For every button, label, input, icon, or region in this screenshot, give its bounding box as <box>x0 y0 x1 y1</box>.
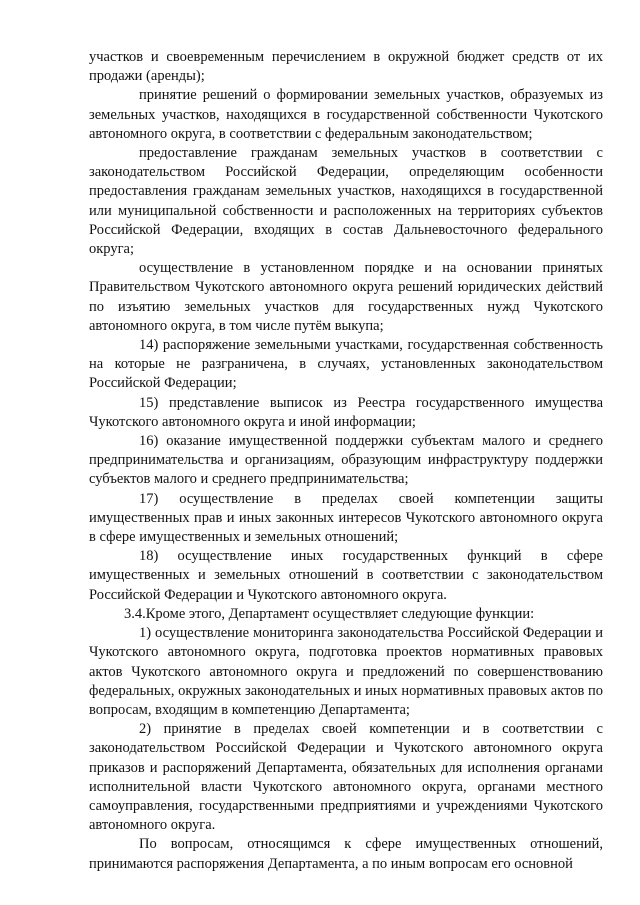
paragraph-item-16: 16) оказание имущественной поддержки субъектам малого и среднего предпринимательства и организациям, образующим инфраструктуру поддержки субъектов малого и среднего предпринимательства; <box>89 433 603 488</box>
paragraph-function-2: 2) принятие в пределах своей компетенции и в соответствии с законодательством Российской Федерации и Чукотского автономного округа приказов и распоряжений Департамента, обязательных для исполнения органами исполнительной власти Чукотского автономного округа, органами местного самоуправления, государственными предприятиями и учреждениями Чукотского автономного округа. <box>89 721 603 834</box>
paragraph-land-seizure: осуществление в установленном порядке и на основании принятых Правительством Чукотского автономного округа решений юридических действий по изъятию земельных участков для государственных нужд Чукотского автономного округа, в том числе путём выкупа; <box>89 260 603 334</box>
paragraph-continuation: участков и своевременным перечислением в окружной бюджет средств от их продажи (аренды); <box>89 49 603 85</box>
paragraph-section-3-4: 3.4.Кроме этого, Департамент осуществляет следующие функции: <box>124 605 535 622</box>
paragraph-function-1: 1) осуществление мониторинга законодательства Российской Федерации и Чукотского автономного округа, подготовка проектов нормативных правовых актов Чукотского автономного округа и предложений по совершенствованию федеральных, окружных законодательных и иных нормативных правовых актов по вопросам, входящим в компетенцию Департамента; <box>89 625 603 718</box>
paragraph-land-provision-citizens: предоставление гражданам земельных участков в соответствии с законодательством Российской Федерации, определяющим особенности предоставления гражданам земельных участков, находящихся в государственной или муниципальной собственности и расположенных на территориях субъектов Российской Федерации, входящих в состав Дальневосточного федерального округа; <box>89 145 603 258</box>
paragraph-orders: По вопросам, относящимся к сфере имущественных отношений, принимаются распоряжения Департамента, а по иным вопросам его основной <box>89 836 603 872</box>
document-page <box>89 48 603 874</box>
paragraph-item-14: 14) распоряжение земельными участками, государственная собственность на которые не разграничена, в случаях, установленных законодательством Российской Федерации; <box>89 337 603 392</box>
paragraph-item-15: 15) представление выписок из Реестра государственного имущества Чукотского автономного округа и иной информации; <box>89 394 603 430</box>
paragraph-land-plot-formation: принятие решений о формировании земельных участков, образуемых из земельных участков, находящихся в государственной собственности Чукотского автономного округа, в соответствии с федеральным законодательством; <box>89 87 603 142</box>
paragraph-item-17: 17) осуществление в пределах своей компетенции защиты имущественных прав и иных законных интересов Чукотского автономного округа в сфере имущественных и земельных отношений; <box>89 490 603 546</box>
paragraph-item-18: 18) осуществление иных государственных функций в сфере имущественных и земельных отношений в соответствии с законодательством Российской Федерации и Чукотского автономного округа. <box>89 548 603 603</box>
